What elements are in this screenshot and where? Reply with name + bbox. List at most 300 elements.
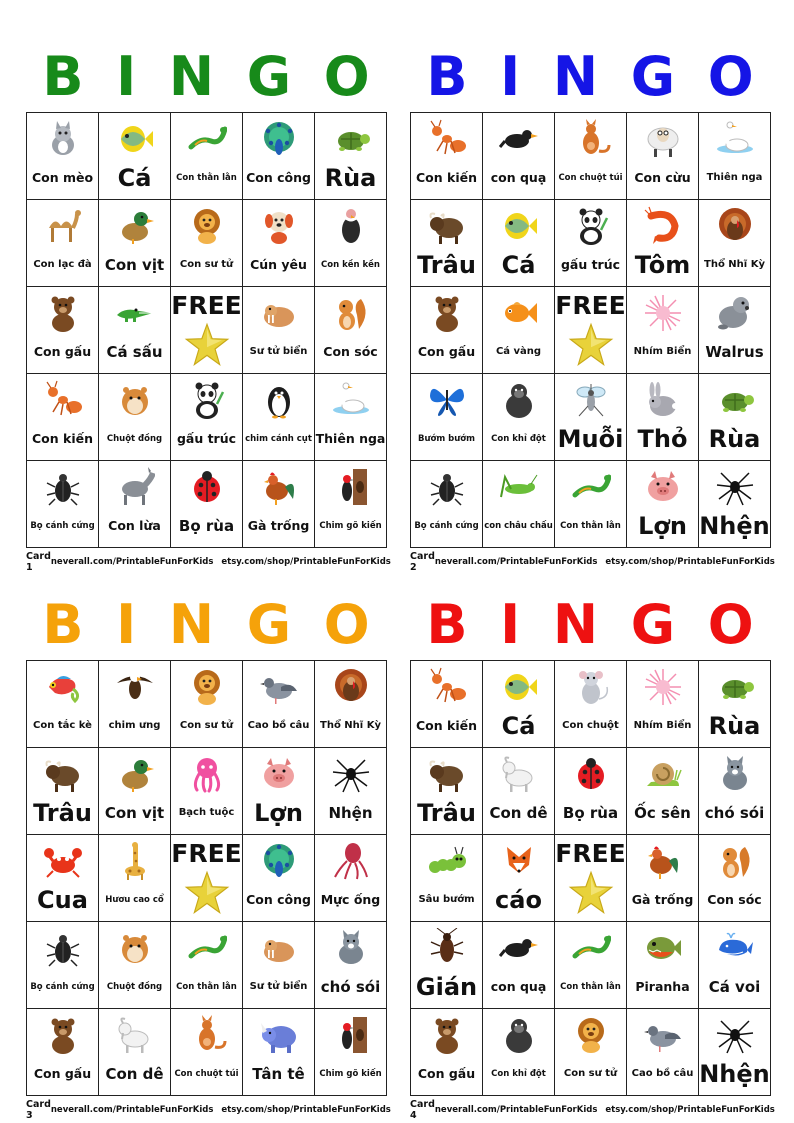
cell-label: Nhện [699,1060,770,1088]
walrus-icon [243,287,314,335]
octopus-icon [171,748,242,796]
beetle-icon [27,461,98,509]
cell-label: Con lạc đà [33,259,92,270]
bingo-cell [411,200,483,287]
buffalo-icon [411,200,482,248]
bingo-title [410,42,770,112]
bingo-cell [315,461,387,548]
squid-icon [315,835,386,883]
cell-label: Con thằn lằn [176,172,237,183]
title-letter: O [707,45,754,108]
free-space [171,835,243,922]
woodpecker-icon [315,461,386,509]
cell-label: Con công [246,169,311,185]
star-icon [184,322,230,368]
cell-label: cáo [495,886,542,914]
bingo-cell [699,835,771,922]
cell-label: Con dê [105,1064,164,1083]
bingo-cell [99,200,171,287]
website-link[interactable]: neverall.com/PrintableFunForKids [50,557,214,567]
duck-icon [99,748,170,796]
bingo-cell [99,113,171,200]
title-letter: O [707,593,754,656]
cell-label: Con mèo [31,169,94,185]
mosquito-icon [555,374,626,422]
title-letter: N [552,593,599,656]
lizard-icon [171,113,242,161]
free-label: FREE [171,839,242,868]
bingo-cell [627,748,699,835]
bingo-cell [27,661,99,748]
bingo-cell [555,461,627,548]
cell-label: Rùa [708,425,761,453]
bingo-cell [483,287,555,374]
bingo-cell [411,748,483,835]
bingo-cell [483,835,555,922]
cell-label: Cá [501,712,536,740]
title-letter: G [246,593,292,656]
cell-label: Bọ rùa [562,803,619,822]
bingo-cell [411,661,483,748]
star-icon [184,870,230,916]
cell-label: Chuột đồng [106,981,163,992]
bingo-cell [411,374,483,461]
cell-label: Piranha [635,978,690,994]
bingo-cell [99,748,171,835]
bingo-cell [699,661,771,748]
bingo-cell [243,1009,315,1096]
bingo-cell [627,1009,699,1096]
title-letter: I [500,45,521,108]
turtle-icon [699,661,770,709]
bingo-cell [555,113,627,200]
cell-label: Cún yêu [250,256,307,272]
gorilla-icon [483,374,554,422]
cockroach-icon [411,922,482,970]
card-footer [26,551,391,573]
cell-label: Trâu [417,799,476,827]
piranha-icon [627,922,698,970]
bingo-cell [171,1009,243,1096]
bingo-cell [243,461,315,548]
camel-icon [27,200,98,248]
cat-icon [27,113,98,161]
bingo-cell [699,461,771,548]
cell-label: Cao bồ câu [631,1068,694,1079]
bingo-cell [171,113,243,200]
cell-label: Gà trống [631,891,694,907]
shop-link[interactable]: etsy.com/shop/PrintableFunForKids [221,1105,391,1115]
hamster-icon [99,374,170,422]
swan-icon [699,113,770,161]
bingo-cell [99,661,171,748]
bingo-cell [171,374,243,461]
bingo-cell [483,113,555,200]
bingo-cell [315,1009,387,1096]
cell-label: Con khỉ đột [491,433,546,444]
bingo-cell [243,374,315,461]
snail-icon [627,748,698,796]
bingo-cell [699,113,771,200]
bingo-cell [627,461,699,548]
website-link[interactable]: neverall.com/PrintableFunForKids [50,1105,214,1115]
wolf-icon [699,748,770,796]
cell-label: chó sói [320,977,381,996]
lizard-icon [555,922,626,970]
sea-urchin-icon [627,287,698,335]
bingo-cell [315,113,387,200]
card-number: Card 4 [410,1099,435,1121]
cell-label: Bọ cánh cứng [414,520,479,531]
gorilla-icon [483,1009,554,1057]
cell-label: Con gấu [33,343,92,359]
title-letter: B [426,45,468,108]
cell-label: Sâu bướm [418,894,475,905]
free-label: FREE [171,291,242,320]
cell-label: Nhím Biển [633,720,692,731]
bingo-cell [627,374,699,461]
cell-label: Con tắc kè [33,720,92,731]
cell-label: gấu trúc [176,430,237,446]
vulture-icon [315,200,386,248]
title-letter: I [500,593,521,656]
panda-icon [555,200,626,248]
bingo-cell [27,461,99,548]
sea-urchin-icon [627,661,698,709]
cell-label: con quạ [490,978,547,994]
bingo-cell [27,374,99,461]
title-letter: N [168,593,215,656]
card-number: Card 2 [410,551,435,573]
cell-label: con quạ [490,169,547,185]
shop-link[interactable]: etsy.com/shop/PrintableFunForKids [605,557,775,567]
squirrel-icon [699,835,770,883]
bingo-grid [26,660,387,1096]
cell-label: Bạch tuộc [178,807,235,818]
cell-label: Mực ống [320,891,381,907]
cell-label: Con gấu [33,1065,92,1081]
cell-label: Con kiến [416,717,477,733]
cell-label: Chim gõ kiến [319,1068,382,1079]
eagle-icon [99,661,170,709]
goat-icon [99,1009,170,1057]
seal-icon [699,287,770,335]
butterfly-icon [411,374,482,422]
turtle-icon [699,374,770,422]
bingo-cell [315,287,387,374]
cell-label: Cua [37,886,88,914]
bingo-card-3 [26,590,391,1121]
bingo-cell [171,661,243,748]
cell-label: Con lừa [108,517,161,533]
hamster-icon [99,922,170,970]
bingo-cell [27,748,99,835]
bingo-cell [27,287,99,374]
bingo-cell [699,374,771,461]
title-letter: B [42,45,84,108]
bingo-cell [555,661,627,748]
bear-icon [27,1009,98,1057]
cell-label: Chim gõ kiến [319,520,382,531]
ant-icon [411,661,482,709]
bingo-cell [555,1009,627,1096]
crow-icon [483,113,554,161]
star-icon [568,322,614,368]
goat-icon [483,748,554,796]
bingo-cell [483,748,555,835]
free-space [555,287,627,374]
bingo-cell [315,200,387,287]
bingo-cell [243,661,315,748]
bingo-cell [315,374,387,461]
bingo-cell [699,287,771,374]
panda-icon [171,374,242,422]
kangaroo-icon [171,1009,242,1057]
wolf-icon [315,922,386,970]
bingo-cell [627,922,699,1009]
bingo-cell [627,200,699,287]
cell-label: Gà trống [247,517,310,533]
bingo-cell [243,200,315,287]
bingo-cell [99,461,171,548]
bingo-cell [411,461,483,548]
pig-icon [243,748,314,796]
cell-label: Bọ cánh cứng [30,981,95,992]
cell-label: Cao bồ câu [247,720,310,731]
puppy-icon [243,200,314,248]
rooster-icon [243,461,314,509]
bingo-grid [410,112,771,548]
bingo-cell [627,113,699,200]
title-letter: B [426,593,468,656]
lizard-icon [555,461,626,509]
cell-label: con châu chấu [484,520,553,531]
kangaroo-icon [555,113,626,161]
crow-icon [483,922,554,970]
bingo-cell [555,374,627,461]
card-number: Card 3 [26,1099,51,1121]
lizard-icon [171,922,242,970]
rabbit-icon [627,374,698,422]
cell-label: Con vịt [104,803,165,822]
bingo-cell [483,1009,555,1096]
bingo-cell [99,374,171,461]
shrimp-icon [627,200,698,248]
title-letter: O [323,593,370,656]
beetle-icon [411,461,482,509]
fox-icon [483,835,554,883]
cell-label: Trâu [417,251,476,279]
bingo-cell [627,287,699,374]
free-space [171,287,243,374]
star-icon [568,870,614,916]
bingo-cell [483,661,555,748]
bingo-cell [27,113,99,200]
cell-label: Con khỉ đột [491,1068,546,1079]
bingo-cell [243,287,315,374]
bingo-cell [627,835,699,922]
title-letter: G [630,593,676,656]
cell-label: Nhím Biển [633,346,692,357]
title-letter: G [630,45,676,108]
cell-label: Con dê [489,803,548,822]
website-link[interactable]: neverall.com/PrintableFunForKids [434,1105,598,1115]
rhino-icon [243,1009,314,1057]
card-footer [26,1099,391,1121]
bingo-cell [411,113,483,200]
cell-label: Rùa [324,164,377,192]
bingo-card-1 [26,42,391,573]
cell-label: Thiên nga [706,172,763,183]
bingo-card-4 [410,590,775,1121]
website-link[interactable]: neverall.com/PrintableFunForKids [434,557,598,567]
ant-icon [27,374,98,422]
cell-label: Sư tử biển [249,981,308,992]
bingo-cell [555,922,627,1009]
spider-icon [315,748,386,796]
cell-label: Con kiến [32,430,93,446]
cell-label: chó sói [704,803,765,822]
cell-label: Ốc sên [634,803,691,822]
turkey-icon [315,661,386,709]
ant-icon [411,113,482,161]
spider-icon [699,1009,770,1057]
bingo-cell [699,200,771,287]
bingo-cell [699,748,771,835]
cell-label: Con kiến [416,169,477,185]
crab-icon [27,835,98,883]
cell-label: Lợn [254,799,303,827]
cell-label: Rùa [708,712,761,740]
cell-label: Con sư tử [179,720,234,731]
lion-icon [555,1009,626,1057]
ladybug-icon [171,461,242,509]
bingo-cell [27,1009,99,1096]
duck-icon [99,200,170,248]
cell-label: Con vịt [104,255,165,274]
free-space [555,835,627,922]
buffalo-icon [27,748,98,796]
buffalo-icon [411,748,482,796]
bingo-cell [483,200,555,287]
cell-label: Con công [246,891,311,907]
bingo-cell [171,461,243,548]
cell-label: Nhện [328,803,373,822]
bingo-cell [27,922,99,1009]
bingo-cell [27,200,99,287]
cell-label: Hươu cao cổ [105,894,164,905]
chameleon-icon [27,661,98,709]
sheep-icon [627,113,698,161]
free-label: FREE [555,291,626,320]
bingo-cell [627,661,699,748]
bear-icon [411,287,482,335]
bingo-cell [411,922,483,1009]
bingo-cell [171,748,243,835]
fish-icon [483,661,554,709]
cell-label: Cá vàng [495,346,542,357]
bingo-card-2 [410,42,775,573]
bingo-cell [27,835,99,922]
squirrel-icon [315,287,386,335]
cell-label: Tân tê [252,1064,305,1083]
swan-icon [315,374,386,422]
bingo-cell [315,922,387,1009]
ladybug-icon [555,748,626,796]
shop-link[interactable]: etsy.com/shop/PrintableFunForKids [605,1105,775,1115]
cell-label: Con thằn lằn [176,981,237,992]
bingo-cell [243,113,315,200]
pigeon-icon [243,661,314,709]
lion-icon [171,200,242,248]
cell-label: Lợn [638,512,687,540]
cell-label: Bọ cánh cứng [30,520,95,531]
title-letter: O [323,45,370,108]
mouse-icon [555,661,626,709]
cell-label: Thổ Nhĩ Kỳ [320,720,381,731]
bingo-cell [315,661,387,748]
bingo-cell [555,748,627,835]
bingo-cell [483,922,555,1009]
bingo-cell [411,287,483,374]
cell-label: Cá [501,251,536,279]
cell-label: chim cánh cụt [245,433,312,444]
bingo-cell [243,922,315,1009]
free-label: FREE [555,839,626,868]
peacock-icon [243,113,314,161]
title-letter: I [116,593,137,656]
title-letter: G [246,45,292,108]
penguin-icon [243,374,314,422]
bingo-cell [243,835,315,922]
shop-link[interactable]: etsy.com/shop/PrintableFunForKids [221,557,391,567]
cell-label: gấu trúc [560,256,621,272]
bear-icon [27,287,98,335]
bingo-cell [315,835,387,922]
cell-label: Con chuột [562,720,619,731]
cell-label: Con chuột túi [174,1068,239,1079]
cell-label: Con kền kền [321,259,380,270]
fish-icon [99,113,170,161]
fish-icon [483,200,554,248]
cell-label: Con cừu [634,169,691,185]
bingo-cell [699,922,771,1009]
card-footer [410,1099,775,1121]
cell-label: Con sóc [323,343,378,359]
caterpillar-icon [411,835,482,883]
bingo-cell [483,374,555,461]
bingo-cell [99,835,171,922]
cell-label: Tôm [634,251,691,279]
pig-icon [627,461,698,509]
peacock-icon [243,835,314,883]
bingo-cell [315,748,387,835]
title-letter: B [42,593,84,656]
bingo-grid [410,660,771,1096]
bingo-cell [171,200,243,287]
bingo-title [410,590,770,660]
donkey-icon [99,461,170,509]
cell-label: Cá voi [708,977,761,996]
bingo-cell [171,922,243,1009]
card-footer [410,551,775,573]
cell-label: Cá [117,164,152,192]
title-letter: N [552,45,599,108]
cell-label: Chuột đồng [106,433,163,444]
bingo-cell [243,748,315,835]
turtle-icon [315,113,386,161]
cell-label: Con sóc [707,891,762,907]
